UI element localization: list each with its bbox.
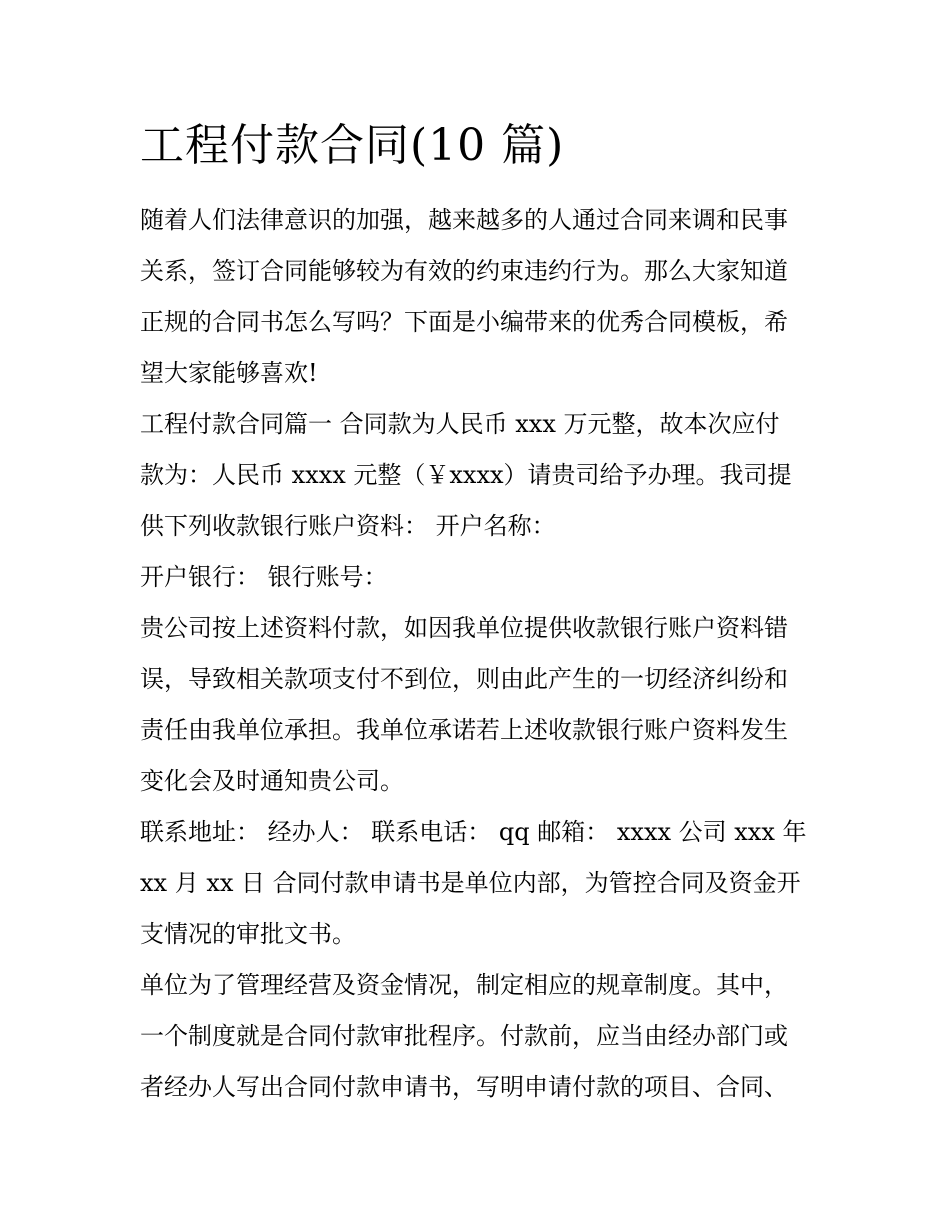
text-line: xx 月 xx 日 合同付款申请书是单位内部，为管控合同及资金开 — [140, 869, 801, 897]
text-line: 贵公司按上述资料付款，如因我单位提供收款银行账户资料错 — [140, 614, 788, 642]
text-line: 者经办人写出合同付款申请书，写明申请付款的项目、合同、 — [140, 1073, 788, 1101]
text-line: 正规的合同书怎么写吗？下面是小编带来的优秀合同模板，希 — [140, 308, 788, 336]
text-line: 误，导致相关款项支付不到位，则由此产生的一切经济纠纷和 — [140, 665, 788, 693]
text-line: 支情况的审批文书。 — [140, 920, 356, 948]
text-line: 望大家能够喜欢! — [140, 359, 318, 387]
text-line: 随着人们法律意识的加强，越来越多的人通过合同来调和民事 — [140, 206, 788, 234]
text-line: 开户银行： 银行账号： — [140, 563, 388, 591]
text-line: 款为：人民币 xxxx 元整（￥xxxx）请贵司给予办理。我司提 — [140, 461, 792, 489]
text-line: 工程付款合同篇一 合同款为人民币 xxx 万元整，故本次应付 — [140, 410, 780, 438]
text-line: 单位为了管理经营及资金情况，制定相应的规章制度。其中， — [140, 971, 788, 999]
text-line: 变化会及时通知贵公司。 — [140, 767, 404, 795]
text-line: 一个制度就是合同付款审批程序。付款前，应当由经办部门或 — [140, 1022, 788, 1050]
text-line: 供下列收款银行账户资料： 开户名称： — [140, 512, 556, 540]
text-line: 联系地址： 经办人： 联系电话： qq 邮箱： xxxx 公司 xxx 年 — [140, 818, 807, 846]
document-title: 工程付款合同(10 篇) — [140, 120, 565, 171]
text-line: 责任由我单位承担。我单位承诺若上述收款银行账户资料发生 — [140, 716, 788, 744]
text-line: 关系，签订合同能够较为有效的约束违约行为。那么大家知道 — [140, 257, 788, 285]
